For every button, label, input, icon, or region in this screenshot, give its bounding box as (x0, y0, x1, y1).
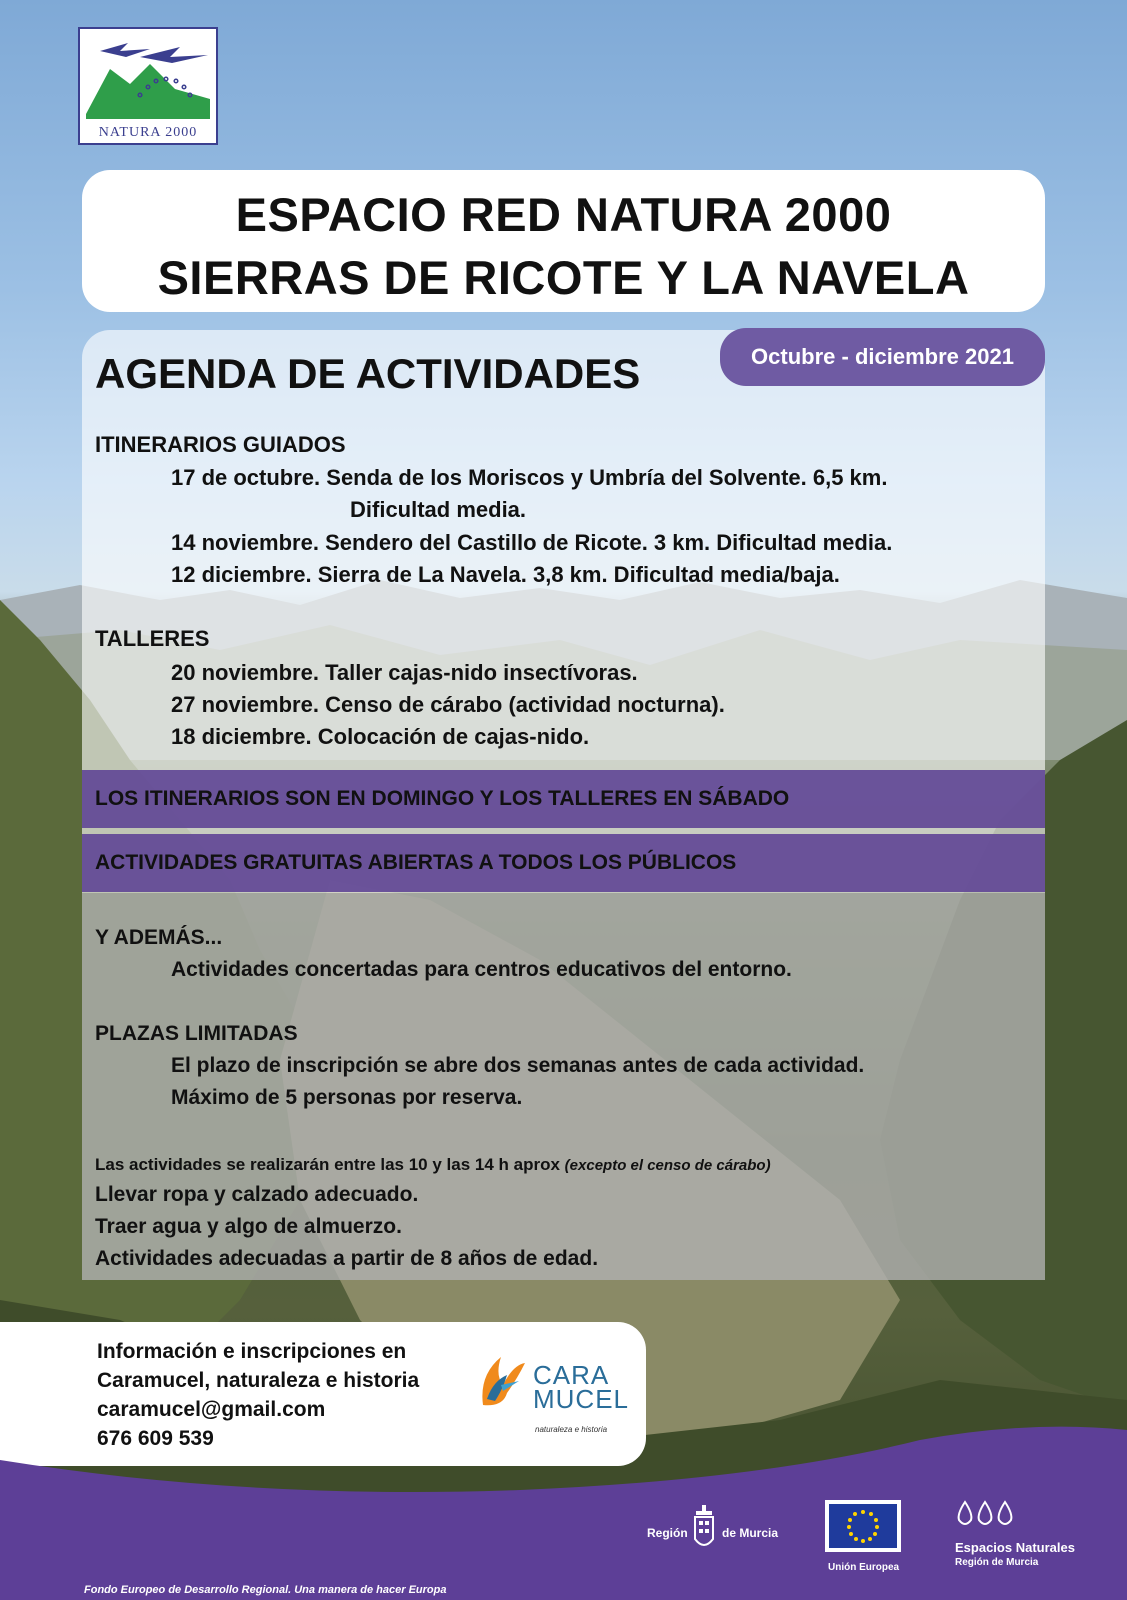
caramucel-tagline: naturaleza e historia (535, 1425, 608, 1434)
schedule-note-exception: (excepto el censo de cárabo) (564, 1157, 771, 1174)
title-line-2: SIERRAS DE RICOTE Y LA NAVELA (157, 251, 970, 304)
date-range-badge: Octubre - diciembre 2021 (720, 328, 1045, 386)
talleres-heading: TALLERES (95, 626, 210, 651)
espacios-naturales-drops-icon (955, 1500, 1015, 1528)
fondo-europeo-text: Fondo Europeo de Desarrollo Regional. Una manera de hacer Europa (84, 1584, 447, 1596)
espacios-naturales-title: Espacios Naturales (955, 1540, 1075, 1555)
itinerario-item: 14 noviembre. Sendero del Castillo de Ricote. 3 km. Dificultad media. (171, 530, 893, 555)
itinerarios-heading: ITINERARIOS GUIADOS (95, 432, 346, 457)
ademas-heading: Y ADEMÁS... (95, 926, 223, 949)
plazas-line-1: El plazo de inscripción se abre dos semanas antes de cada actividad. (171, 1054, 865, 1077)
region-label-left: Región (647, 1526, 688, 1540)
title-line-1: ESPACIO RED NATURA 2000 (235, 188, 892, 241)
kingfisher-bird-icon (473, 1345, 533, 1425)
region-label-right: de Murcia (722, 1526, 779, 1540)
schedule-band: LOS ITINERARIOS SON EN DOMINGO Y LOS TALLERES EN SÁBADO (82, 770, 1045, 828)
agenda-title: AGENDA DE ACTIVIDADES (95, 350, 641, 397)
espacios-naturales-sub: Región de Murcia (955, 1557, 1039, 1568)
murcia-crest-icon (692, 1505, 716, 1557)
itinerario-item: 12 diciembre. Sierra de La Navela. 3,8 km. Dificultad media/baja. (171, 562, 840, 587)
note-age: Actividades adecuadas a partir de 8 años de edad. (95, 1247, 599, 1270)
eu-flag-icon (825, 1500, 901, 1552)
taller-item: 27 noviembre. Censo de cárabo (actividad nocturna). (171, 692, 725, 717)
natura-2000-logo (78, 27, 218, 145)
contact-line-2: Caramucel, naturaleza e historia (97, 1369, 420, 1392)
note-clothing: Llevar ropa y calzado adecuado. (95, 1183, 419, 1206)
caramucel-name: CARA MUCEL (533, 1360, 630, 1414)
eu-label: Unión Europea (828, 1562, 900, 1573)
contact-email[interactable]: caramucel@gmail.com (97, 1398, 326, 1421)
schedule-note-text: Las actividades se realizarán entre las 10 y las 14 h aprox (95, 1155, 560, 1174)
contact-line-1: Información e inscripciones en (97, 1340, 407, 1363)
schedule-note (95, 1155, 771, 1175)
plazas-line-2: Máximo de 5 personas por reserva. (171, 1086, 523, 1109)
taller-item: 20 noviembre. Taller cajas-nido insectívoras. (171, 660, 638, 685)
ademas-text: Actividades concertadas para centros educativos del entorno. (171, 958, 792, 981)
title-box (82, 170, 1045, 312)
plazas-heading: PLAZAS LIMITADAS (95, 1022, 298, 1045)
taller-item: 18 diciembre. Colocación de cajas-nido. (171, 724, 590, 749)
natura-logo-caption: NATURA 2000 (98, 125, 198, 140)
contact-phone[interactable]: 676 609 539 (97, 1427, 214, 1450)
itinerario-item: 17 de octubre. Senda de los Moriscos y Umbría del Solvente. 6,5 km. (171, 465, 888, 490)
natura-birds-icon (80, 29, 216, 125)
itinerario-item: Dificultad media. (350, 497, 527, 522)
note-water: Traer agua y algo de almuerzo. (95, 1215, 402, 1238)
free-activities-band: ACTIVIDADES GRATUITAS ABIERTAS A TODOS LOS PÚBLICOS (82, 834, 1045, 892)
